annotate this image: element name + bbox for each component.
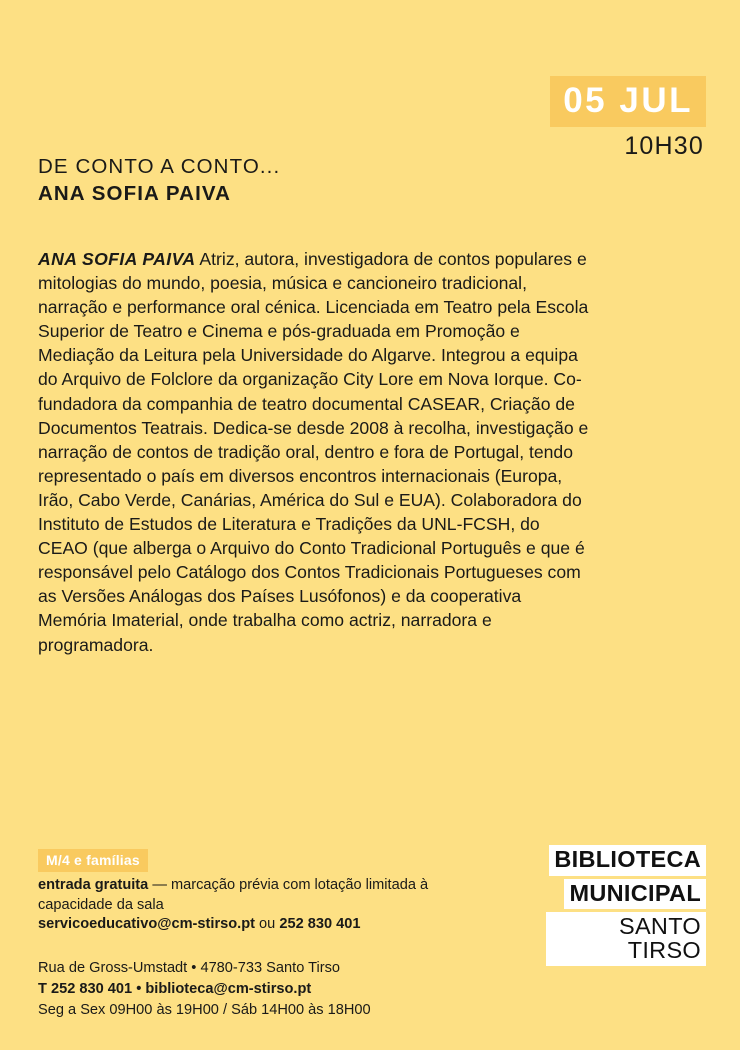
logo-row-1 (546, 845, 706, 876)
booking-phone[interactable]: 252 830 401 (279, 916, 361, 933)
venue-opening-hours: Seg a Sex 09H00 às 19H00 / Sáb 14H00 às 18H00 (38, 1002, 371, 1018)
logo-row-2 (546, 879, 706, 910)
logo-row-3 (546, 912, 706, 966)
performer-bio (38, 247, 590, 657)
logo-line-santo-tirso: SANTO TIRSO (546, 912, 706, 966)
performer-bio-lead: ANA SOFIA PAIVA (38, 249, 196, 269)
age-rating-badge-wrap (38, 849, 478, 876)
booking-conjunction: ou (255, 916, 280, 933)
logo-line-municipal: MUNICIPAL (564, 879, 706, 910)
venue-phone-email-line (38, 979, 498, 1000)
event-date-badge: 05 JUL (550, 76, 706, 127)
venue-email[interactable]: biblioteca@cm-stirso.pt (145, 981, 312, 997)
event-title-block (38, 153, 280, 207)
venue-phone[interactable]: T 252 830 401 (38, 981, 133, 997)
performer-bio-text: Atriz, autora, investigadora de contos populares e mitologias do mundo, poesia, música e cancioneiro tradicional, narração e performance oral cénica. Licenciada em Teatro pela Escola Superior de Teatro e Cinema e pós-graduada em Promoção e Mediação da Leitura pela Universidade do Algarve. Integrou a equipa do Arquivo de Folclore da organização City Lore em Nova Iorque. Co-fundadora da companhia de teatro documental CASEAR, Criação de Documentos Teatrais. Dedica-se desde 2008 à recolha, investigação e narração de contos de tradição oral, dentro e fora de Portugal, tendo representado o país em diversos encontros internacionais (Europa, Irão, Cabo Verde, Canárias, América do Sul e EUA). Colaboradora do Instituto de Estudos de Literatura e Tradições da UNL-FCSH, do CEAO (que alberga o Arquivo do Conto Tradicional Português e que é responsável pelo Catálogo dos Contos Tradicionais Portugueses com as Versões Análogas dos Países Lusófonos) e da cooperativa Memória Imaterial, onde trabalha como actriz, narradora e programadora. (38, 249, 589, 655)
event-time: 10H30 (624, 132, 704, 160)
logo-line-biblioteca: BIBLIOTECA (549, 845, 706, 876)
event-title-performer: ANA SOFIA PAIVA (38, 182, 232, 206)
event-title-primary: DE CONTO A CONTO... (38, 155, 281, 178)
library-logo (546, 845, 706, 969)
admission-free-line (38, 876, 478, 915)
venue-address: Rua de Gross-Umstadt • 4780-733 Santo Tirso (38, 960, 340, 976)
admission-info-block (38, 849, 478, 935)
admission-free-detail: — marcação prévia com lotação limitada à capacidade da sala (38, 877, 429, 913)
venue-contact-block (38, 958, 498, 1021)
booking-contact-line (38, 915, 478, 935)
age-rating-badge: M/4 e famílias (38, 849, 148, 872)
venue-separator: • (132, 981, 146, 997)
admission-free-label: entrada gratuita (38, 877, 149, 894)
event-date-block (550, 76, 706, 159)
booking-email[interactable]: servicoeducativo@cm-stirso.pt (38, 916, 255, 933)
